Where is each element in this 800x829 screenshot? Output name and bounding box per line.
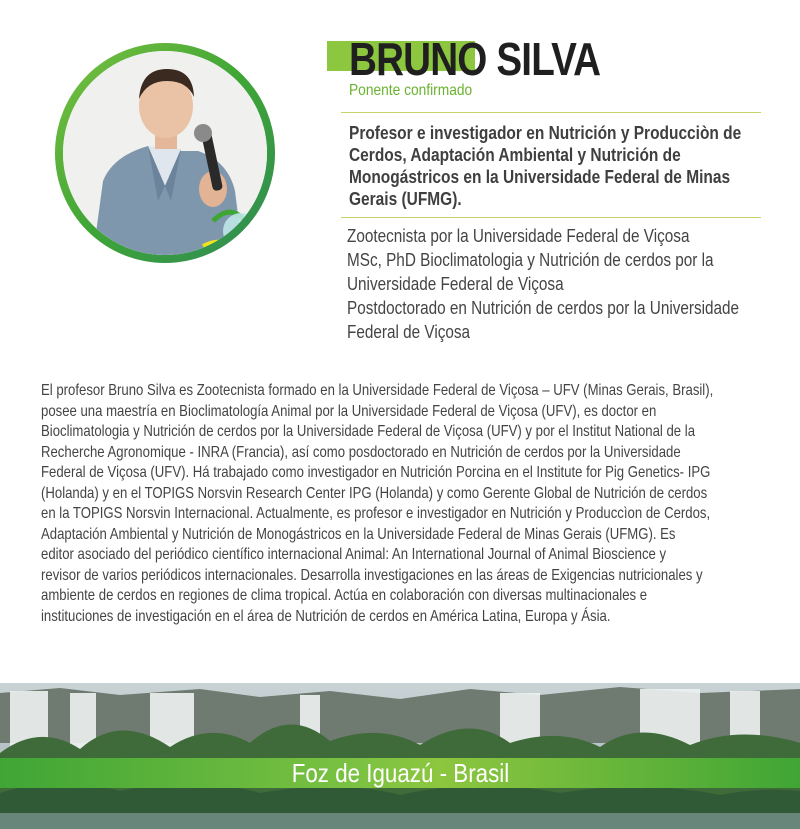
bio-line: El profesor Bruno Silva es Zootecnista formado en la Universidade Federal de Viçosa – UFV (Minas Gerais, Brasil), [41,382,714,399]
bio-line: editor asociado del periódico científico internacional Animal: An International Journal of Animal Bioscience y [41,546,667,563]
qualification-line: Universidade Federal de Viçosa [347,274,564,294]
bio-line: Recherche Agronomique - INRA (Francia), así como posdoctorado en Nutrición de cerdos por la Universidade [41,443,681,461]
bio-line: (Holanda) y en el TOPIGS Norsvin Research Center IPG (Holanda) y como Gerente Global de Nutrición de cerdos [41,484,708,502]
divider [341,112,761,113]
photo-illustration [63,51,267,255]
qualification-line: Zootecnista por la Universidade Federal de Viçosa [347,226,690,246]
qualification-line: Federal de Viçosa [347,322,471,342]
bio-line: revisor de varios periódicos internacionales. Desarrolla investigaciones en las áreas de Exigencias nutricionales y [41,566,703,584]
speaker-headline: Profesor e investigador en Nutrición y Producciòn de Cerdos, Adaptación Ambiental y Nutrición de Monogástricos en la Universidade Federal de Minas Gerais (UFMG). [349,123,742,209]
bio-line: Bioclimatologia y Nutrición de cerdos por la Universidade Federal de Viçosa (UFV) y por el Institut National de la [41,423,696,440]
bio-line: Federal de Viçosa (UFV). Há trabajado como investigador en Nutrición Porcina en el Institute for Pig Genetics- IPG [41,464,711,481]
bio-line: Adaptación Ambiental y Nutrición de Monogástricos en la Universidade Federal de Minas Gerais (UFMG). Es [41,525,676,543]
bio-line: instituciones de investigación en el área de Nutrición de cerdos en América Latina, Europa y Ásia. [41,607,611,625]
qualification-line: MSc, PhD Bioclimatologia y Nutrición de cerdos por la [347,250,714,270]
divider [341,217,761,218]
biography [41,381,764,627]
speaker-name: BRUNO SILVA [349,33,601,85]
location-name: Foz de Iguazú - Brasil [291,758,509,788]
speaker-status: Ponente confirmado [349,82,473,99]
speaker-illustration [63,51,267,255]
bio-line: en la TOPIGS Norsvin Internacional. Actualmente, es profesor e investigador en Nutrición y Produccìon de Cerdos, [41,505,711,522]
bio-line: ambiente de cerdos en regiones de clima tropical. Actúa en colaboración con diversas multinacionales e [41,587,648,604]
speaker-photo [55,43,275,263]
bio-line: posee una maestría en Bioclimatología Animal por la Universidade Federal de Viçosa (UFV), es doctor en [41,402,657,420]
location-banner-text [0,756,800,790]
qualification-line: Postdoctorado en Nutrición de cerdos por la Universidade [347,298,740,318]
qualifications-list [347,224,755,344]
